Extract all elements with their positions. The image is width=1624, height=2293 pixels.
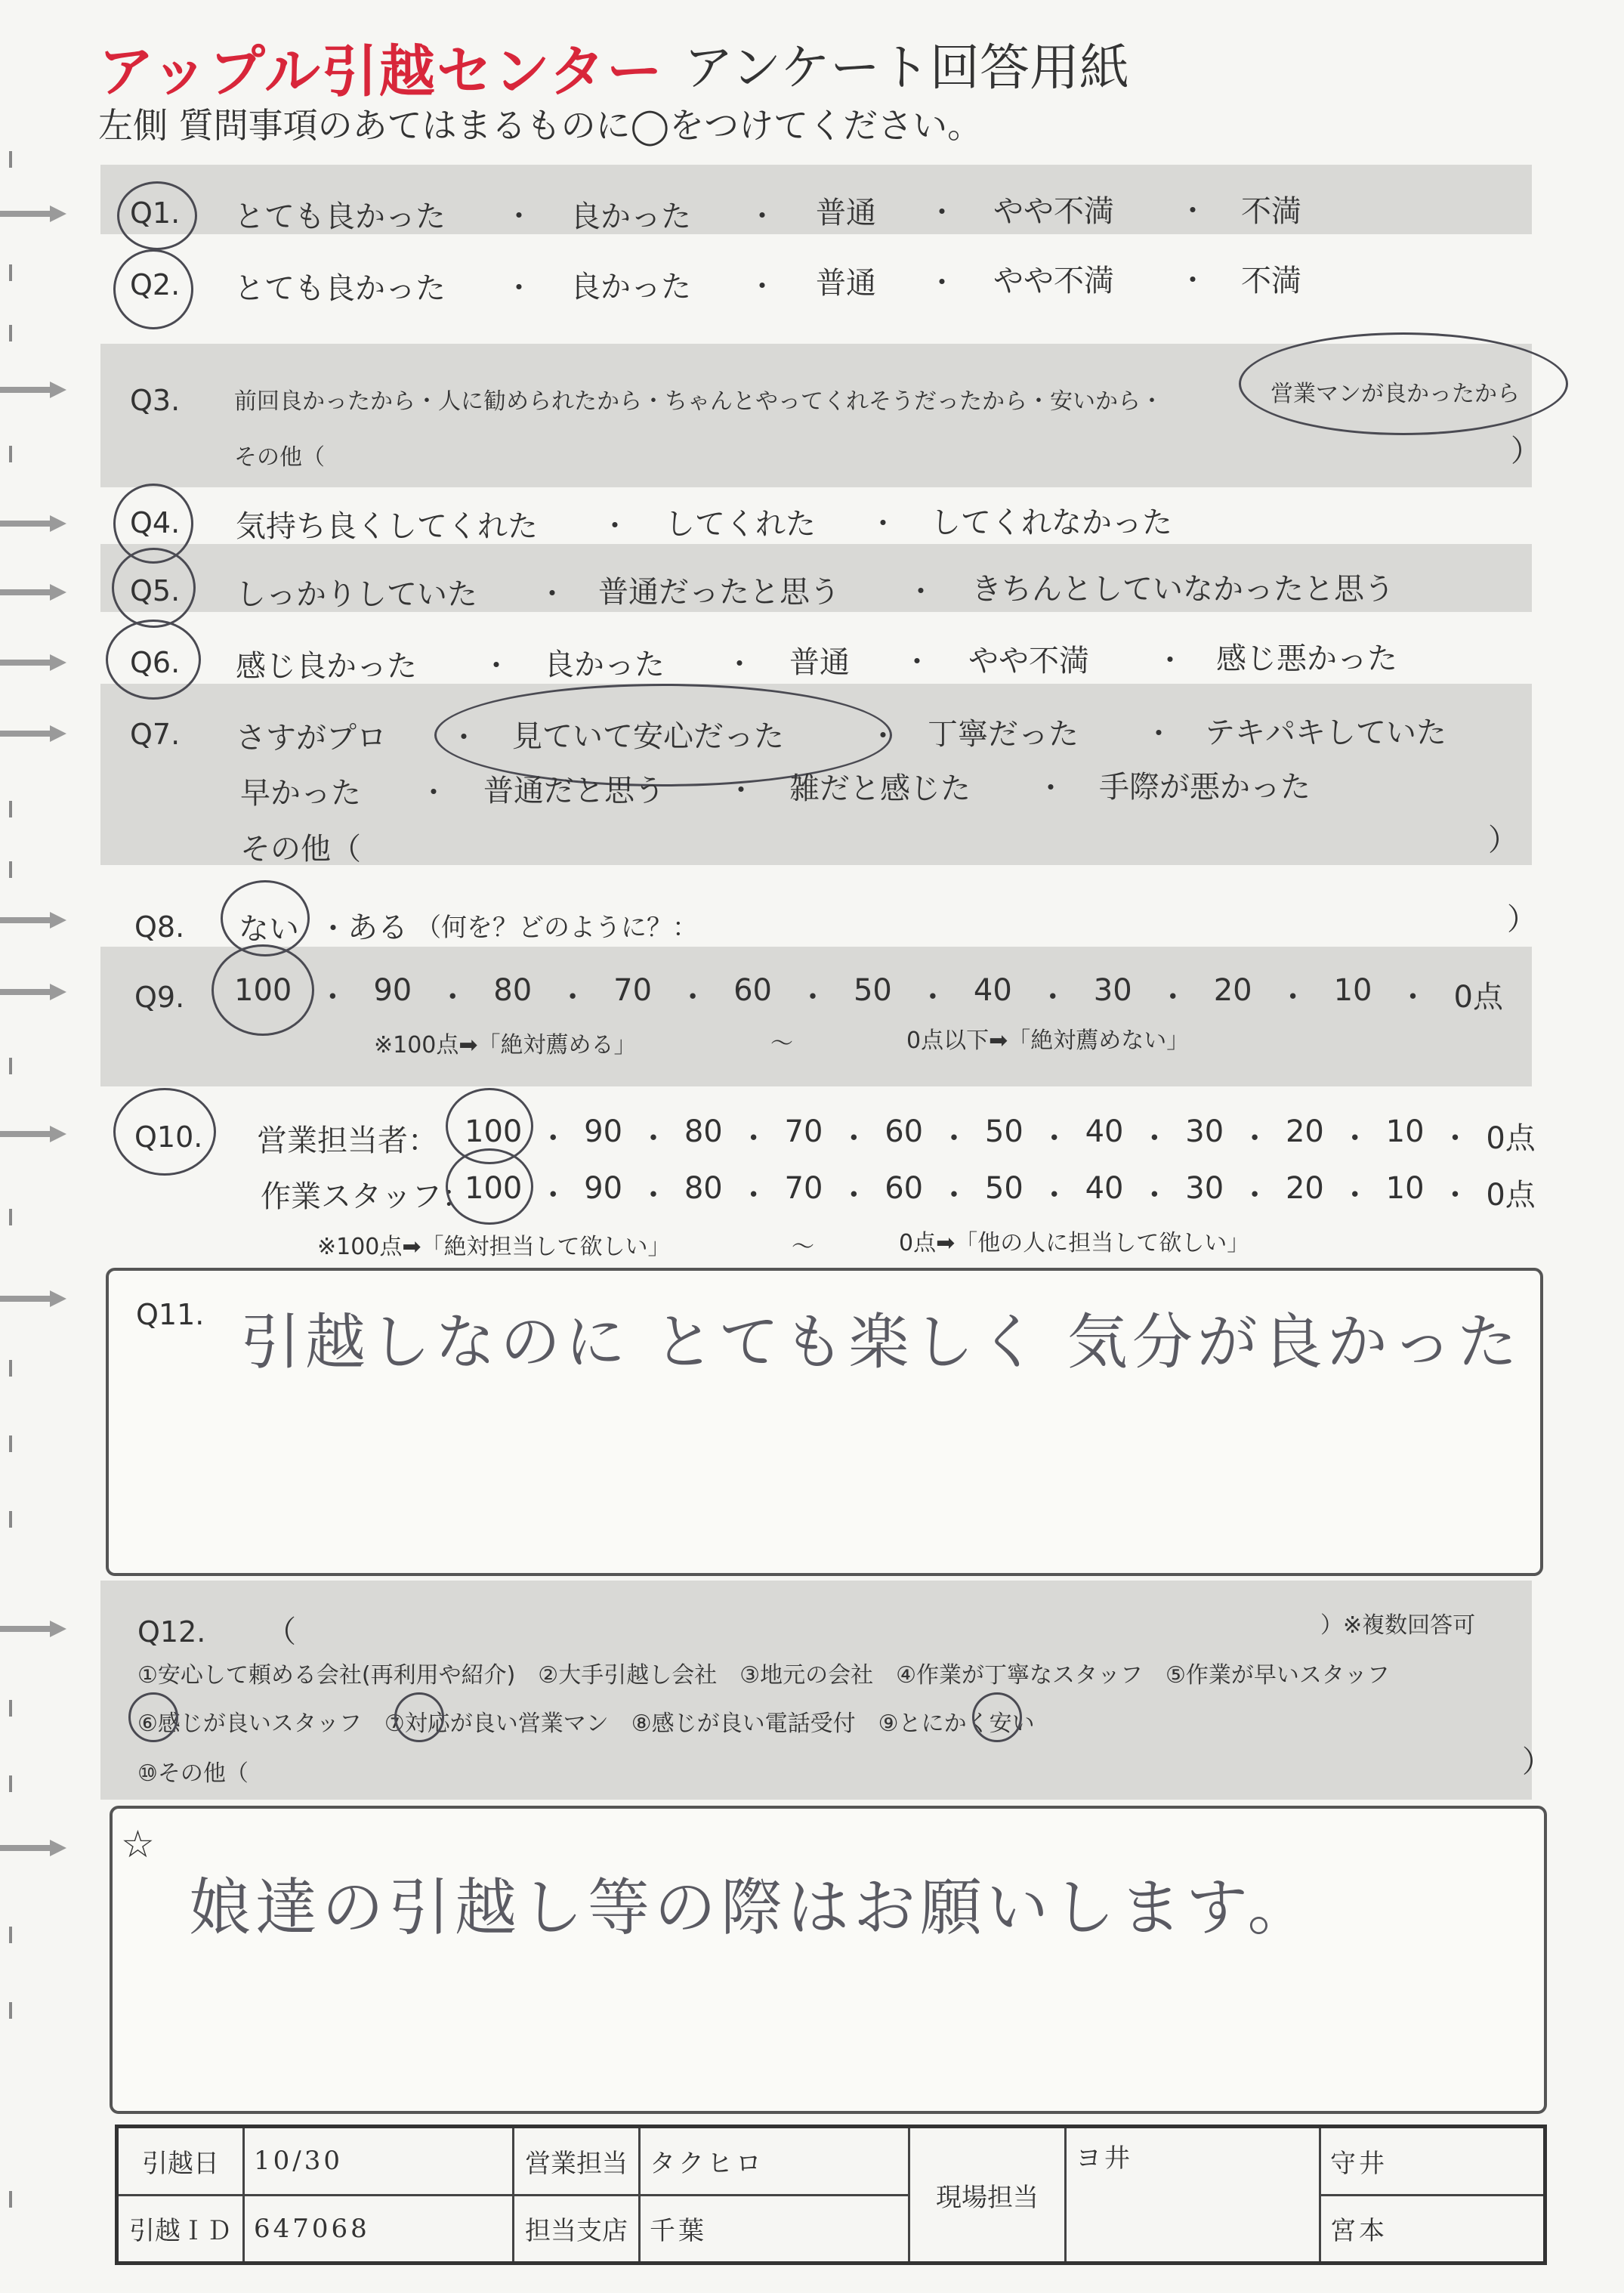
q9-score[interactable]: 80 [493,973,533,1008]
q5-answer-circle [112,548,196,628]
q10-staff-score-row [465,1171,1536,1214]
q10-note-tilde: 〜 [792,1234,814,1260]
q9-score[interactable]: 40 [973,973,1012,1008]
q6-label: Q6. [130,646,181,679]
binding-arrow [0,1621,68,1637]
separator: ・ [1039,1178,1070,1213]
q12-options-line1[interactable]: ①安心して頼める会社(再利用や紹介) ②大手引越し会社 ③地元の会社 ④作業が丁寧なスタッフ ⑤作業が早いスタッフ [137,1662,1390,1689]
sales-value: タクヒロ [640,2127,909,2196]
sales-label: 営業担当 [514,2127,640,2196]
q10-sales-score[interactable]: 20 [1285,1114,1324,1149]
q12-other: ⑩その他（ [137,1760,249,1787]
binding-arrow [0,725,68,742]
separator: ・ [917,980,948,1015]
binding-arrow [0,1290,68,1307]
q9-score[interactable]: 50 [853,973,892,1008]
q7-other: その他（ [240,832,361,867]
q10-staff-score[interactable]: 30 [1185,1171,1224,1206]
q8-label: Q8. [134,910,185,944]
separator: ・ [538,1121,569,1156]
q3-answer-circle [1239,332,1568,435]
q7-option[interactable]: 見ていて安心だった [512,719,784,754]
binding-arrow [0,654,68,671]
separator: ・ [1139,1178,1170,1213]
separator: ・ [838,1121,869,1156]
moving-date-label: 引越日 [117,2127,244,2196]
q3-options-line[interactable]: 前回良かったから・人に勧められたから・ちゃんとやってくれそうだったから・安いから・ [234,388,1163,415]
binding-arrow [0,206,68,222]
q2-answer-circle [113,249,193,329]
separator: ・ [449,721,479,754]
q9-note-tilde: 〜 [770,1031,793,1057]
separator: ・ [1440,1178,1471,1213]
separator: ・ [1156,644,1185,677]
q10-sales-score[interactable]: 10 [1385,1114,1425,1149]
q12-open-paren: （ [266,1615,296,1649]
q1-option[interactable]: 不満 [1241,194,1301,229]
q12-answer-circle-6 [128,1692,178,1742]
separator: ・ [1240,1121,1270,1156]
q1-label: Q1. [130,196,181,230]
q7-option[interactable]: テキパキしていた [1205,715,1446,750]
q3-option-sales[interactable]: 営業マンが良かったから [1270,381,1520,407]
separator: ・ [1157,980,1188,1015]
separator: ・ [319,912,348,945]
binding-tick [9,801,12,817]
q2-option[interactable]: 良かった [570,270,691,304]
q10-sales-score[interactable]: 30 [1185,1114,1224,1149]
separator: ・ [317,980,348,1015]
q10-row-label-sales: 営業担当者： [257,1123,438,1158]
moving-id-value: 647068 [244,2195,514,2264]
q11-label: Q11. [136,1298,205,1331]
q10-staff-answer-circle [446,1148,533,1225]
binding-tick [9,446,12,462]
q7-option[interactable]: 普通だと思う [483,774,665,808]
q3-label: Q3. [130,384,181,417]
q9-band [100,947,1532,1086]
separator: ・ [557,980,588,1015]
q1-answer-circle [117,181,197,250]
q9-score[interactable]: 100 [234,973,292,1008]
q5-option[interactable]: 普通だったと思う [598,575,840,610]
q12-options-line2[interactable]: ⑥感じが良いスタッフ ⑦対応が良い営業マン ⑧感じが良い電話受付 ⑨とにかく安い [137,1710,1035,1737]
q9-label: Q9. [134,981,185,1014]
q2-option[interactable]: 不満 [1241,264,1301,298]
q12-answer-circle-7 [394,1692,444,1742]
q10-sales-score[interactable]: 90 [584,1114,623,1149]
site-value-1: ヨ井 [1066,2127,1320,2264]
q9-score[interactable]: 60 [733,973,772,1008]
q9-score[interactable]: 0点 [1453,980,1503,1015]
binding-tick [9,1700,12,1717]
binding-arrow [0,912,68,929]
separator: ・ [869,719,898,752]
separator: ・ [538,1178,569,1213]
q11-answer: 引越しなのに とても楽しく 気分が良かった [240,1307,1522,1377]
separator: ・ [903,645,932,678]
q10-sales-score[interactable]: 40 [1085,1114,1124,1149]
separator: ・ [1339,1178,1370,1213]
q12-label: Q12. [137,1615,206,1649]
site-label: 現場担当 [909,2127,1066,2264]
separator: ・ [838,1178,869,1213]
q8-option-no[interactable]: ない [239,912,299,947]
binding-tick [9,1058,12,1074]
q10-staff-score[interactable]: 10 [1385,1171,1425,1206]
binding-tick [9,2191,12,2208]
q10-sales-score[interactable]: 0点 [1486,1121,1536,1156]
q1-option[interactable]: 良かった [570,199,691,234]
q10-staff-score[interactable]: 70 [784,1171,823,1206]
q8-prompt: （何を？どのように？： [415,913,698,943]
form-title: アンケート回答用紙 [684,39,1130,97]
q10-note-right: 0点➡「他の人に担当して欲しい」 [899,1230,1250,1256]
moving-date-value: 10/30 [244,2127,514,2196]
q4-option[interactable]: してくれなかった [931,505,1172,540]
q10-staff-score[interactable]: 50 [984,1171,1023,1206]
binding-arrow [0,984,68,1000]
q10-staff-score[interactable]: 0点 [1486,1178,1536,1213]
q1-option[interactable]: とても良かった [234,199,446,234]
binding-arrow [0,515,68,532]
q9-note-right: 0点以下➡「絶対薦めない」 [906,1028,1190,1054]
q3-close-paren: ） [1511,434,1541,468]
q6-option[interactable]: 普通 [789,645,850,680]
q4-label: Q4. [130,506,181,539]
separator: ・ [738,1121,769,1156]
q10-label: Q10. [134,1120,203,1154]
site-value-3: 宮本 [1320,2195,1545,2264]
q7-label: Q7. [130,718,181,751]
separator: ・ [1397,980,1428,1015]
separator: ・ [906,575,936,608]
q7-close-paren: ） [1488,823,1518,858]
separator: ・ [678,980,709,1015]
instruction-text: 左側 質問事項のあてはまるものに◯をつけてください。 [98,105,983,146]
q8-close-paren: ） [1507,902,1537,937]
binding-tick [9,151,12,168]
q12-answer-circle-9 [972,1692,1022,1742]
binding-tick [9,1435,12,1452]
binding-tick [9,325,12,341]
q9-answer-circle [211,944,314,1036]
q5-option[interactable]: しっかりしていた [236,577,477,612]
q2-option[interactable]: とても良かった [234,271,446,306]
q10-staff-score[interactable]: 90 [584,1171,623,1206]
q9-score-row [234,973,1503,1016]
q10-sales-score[interactable]: 70 [784,1114,823,1149]
binding-tick [9,861,12,878]
q2-label: Q2. [130,268,181,301]
q12-multiple-note: ）※複数回答可 [1320,1612,1476,1639]
separator: ・ [725,647,755,681]
q9-score[interactable]: 90 [373,973,412,1008]
star-icon: ☆ [121,1822,155,1866]
site-value-2: 守井 [1320,2127,1545,2196]
binding-arrow [0,1840,68,1856]
separator: ・ [505,271,534,304]
separator: ・ [797,980,828,1015]
q4-option[interactable]: してくれた [665,507,816,542]
q6-answer-circle [106,620,201,700]
separator: ・ [482,649,511,682]
q9-score[interactable]: 30 [1093,973,1132,1008]
moving-id-label: 引越ＩＤ [117,2195,244,2264]
separator: ・ [939,1121,969,1156]
binding-arrow [0,584,68,601]
q12-close-paren: ） [1522,1744,1552,1779]
comment-answer: 娘達の引越し等の際はお願いします。 [189,1872,1314,1944]
separator: ・ [1036,771,1066,805]
separator: ・ [1139,1121,1170,1156]
separator: ・ [1440,1121,1471,1156]
binding-tick [9,1360,12,1377]
separator: ・ [601,509,630,542]
brand-name: アップル引越センター [98,39,664,104]
q4-option[interactable]: 気持ち良くしてくれた [236,509,538,544]
separator: ・ [638,1178,668,1213]
q2-option[interactable]: 普通 [816,266,876,301]
q2-option[interactable]: やや不満 [993,264,1114,298]
q10-staff-score[interactable]: 20 [1285,1171,1324,1206]
separator: ・ [1178,194,1208,227]
separator: ・ [1039,1121,1070,1156]
binding-tick [9,264,12,281]
q1-option[interactable]: やや不満 [993,194,1114,229]
q10-label-circle [113,1088,216,1176]
q7-option[interactable]: 丁寧だった [928,717,1079,752]
q10-staff-score[interactable]: 40 [1085,1171,1124,1206]
separator: ・ [738,1178,769,1213]
separator: ・ [419,776,449,809]
binding-arrow [0,1126,68,1142]
binding-tick [9,1511,12,1528]
q10-sales-score[interactable]: 50 [984,1114,1023,1149]
q6-option[interactable]: やや不満 [968,644,1089,678]
q9-note-left: ※100点➡「絶対薦める」 [374,1032,637,1058]
q10-sales-score[interactable]: 60 [885,1114,924,1149]
separator: ・ [939,1178,969,1213]
separator: ・ [928,266,957,299]
q10-sales-score-row [465,1114,1536,1157]
q10-staff-score[interactable]: 100 [465,1171,523,1206]
q8-option-yes[interactable]: ある [347,910,408,945]
separator: ・ [748,199,777,233]
binding-arrow [0,382,68,398]
q7-option[interactable]: さすがプロ [236,721,387,756]
q10-sales-score[interactable]: 100 [465,1114,523,1149]
q6-option[interactable]: 良かった [544,647,665,682]
separator: ・ [437,980,468,1015]
q5-label: Q5. [130,574,181,607]
separator: ・ [1037,980,1068,1015]
q9-score[interactable]: 20 [1213,973,1252,1008]
q3-other: その他（ [234,444,325,471]
binding-tick [9,1927,12,1943]
separator: ・ [1178,264,1208,297]
q7-option[interactable]: 手際が悪かった [1099,770,1311,805]
q6-option[interactable]: 感じ悪かった [1216,641,1397,676]
separator: ・ [505,199,534,233]
q1-option[interactable]: 普通 [816,196,876,230]
q6-option[interactable]: 感じ良かった [236,649,417,684]
q10-staff-score[interactable]: 60 [885,1171,924,1206]
branch-label: 担当支店 [514,2195,640,2264]
q10-sales-score[interactable]: 80 [684,1114,723,1149]
separator: ・ [869,507,898,540]
separator: ・ [1277,980,1308,1015]
separator: ・ [1144,717,1174,750]
q7-option[interactable]: 早かった [240,776,361,811]
comment-box[interactable] [110,1806,1547,2114]
q9-score[interactable]: 70 [613,973,653,1008]
separator: ・ [538,577,567,610]
separator: ・ [1240,1178,1270,1213]
q9-score[interactable]: 10 [1333,973,1372,1008]
q10-staff-score[interactable]: 80 [684,1171,723,1206]
separator: ・ [748,270,777,303]
binding-tick [9,1775,12,1792]
separator: ・ [727,774,756,807]
footer-table [115,2125,1547,2265]
separator: ・ [1339,1121,1370,1156]
branch-value: 千葉 [640,2195,909,2264]
separator: ・ [928,196,957,229]
separator: ・ [638,1121,668,1156]
binding-tick [9,2002,12,2019]
binding-tick [9,1209,12,1225]
q12-band [100,1581,1532,1800]
q10-note-left: ※100点➡「絶対担当して欲しい」 [317,1234,671,1260]
q7-option[interactable]: 雑だと感じた [789,771,971,806]
q10-row-label-staff: 作業スタッフ： [261,1179,472,1214]
q5-option[interactable]: きちんとしていなかったと思う [971,572,1394,607]
